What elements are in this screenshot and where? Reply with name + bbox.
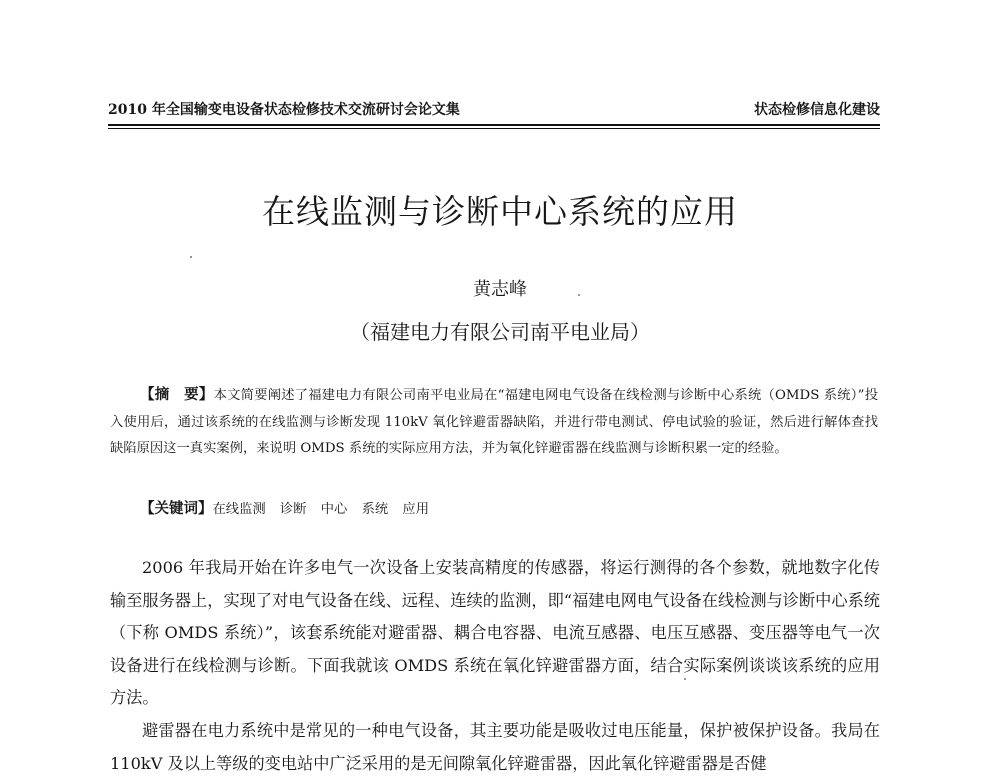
- keyword: 诊断: [279, 502, 307, 517]
- body-paragraph: 2006 年我局开始在许多电气一次设备上安装高精度的传感器，将运行测得的各个参数，就地数字化传输至服务器上，实现了对电气设备在线、远程、连续的监测，即“福建电网电气设备在线检测与诊断中心系统（下称 OMDS 系统）”，该套系统能对避雷器、耦合电容器、电流互感器、电压互感器、变压器等电气一次设备进行在线检测与诊断。下面我就该 OMDS 系统在氧化锌避雷器方面，结合实际案例谈谈该系统的应用方法。: [110, 558, 880, 708]
- keyword: 在线监测: [212, 502, 266, 517]
- body-paragraph: 避雷器在电力系统中是常见的一种电气设备，其主要功能是吸收过电压能量，保护被保护设备。我局在 110kV 及以上等级的变电站中广泛采用的是无间隙氧化锌避雷器，因此氧化锌避雷器是否健: [110, 720, 880, 773]
- scan-speck: [684, 678, 686, 680]
- running-header-right: 状态检修信息化建设: [754, 102, 880, 118]
- header-rule-thin: [108, 128, 880, 129]
- scan-speck: [190, 256, 192, 258]
- keywords: [140, 497, 439, 518]
- keyword: 应用: [402, 502, 429, 517]
- abstract-text: 本文简要阐述了福建电力有限公司南平电业局在“福建电网电气设备在线检测与诊断中心系统（OMDS 系统）”投入使用后，通过该系统的在线监测与诊断发现 110kV 氧化锌避雷器缺陷，并进行带电测试、停电试验的验证，然后进行解体查找缺陷原因这一真实案例，来说明 OMDS 系统的实际应用方法，并为氧化锌避雷器在线监测与诊断积累一定的经验。: [110, 388, 878, 456]
- author-name: 黄志峰: [473, 279, 527, 300]
- scan-speck: [578, 294, 580, 296]
- header-rule: [108, 124, 880, 126]
- body-text: [110, 552, 880, 780]
- paper-title: 在线监测与诊断中心系统的应用: [262, 192, 738, 231]
- keyword: 中心: [320, 502, 348, 517]
- abstract-label: 【摘 要】: [140, 386, 214, 403]
- running-header-left: 2010 年全国输变电设备状态检修技术交流研讨会论文集: [108, 102, 460, 118]
- abstract: [110, 382, 878, 463]
- keywords-label: 【关键词】: [140, 500, 213, 517]
- keyword: 系统: [361, 502, 389, 517]
- author-affiliation: （福建电力有限公司南平电业局）: [350, 320, 650, 344]
- running-header: [108, 99, 880, 121]
